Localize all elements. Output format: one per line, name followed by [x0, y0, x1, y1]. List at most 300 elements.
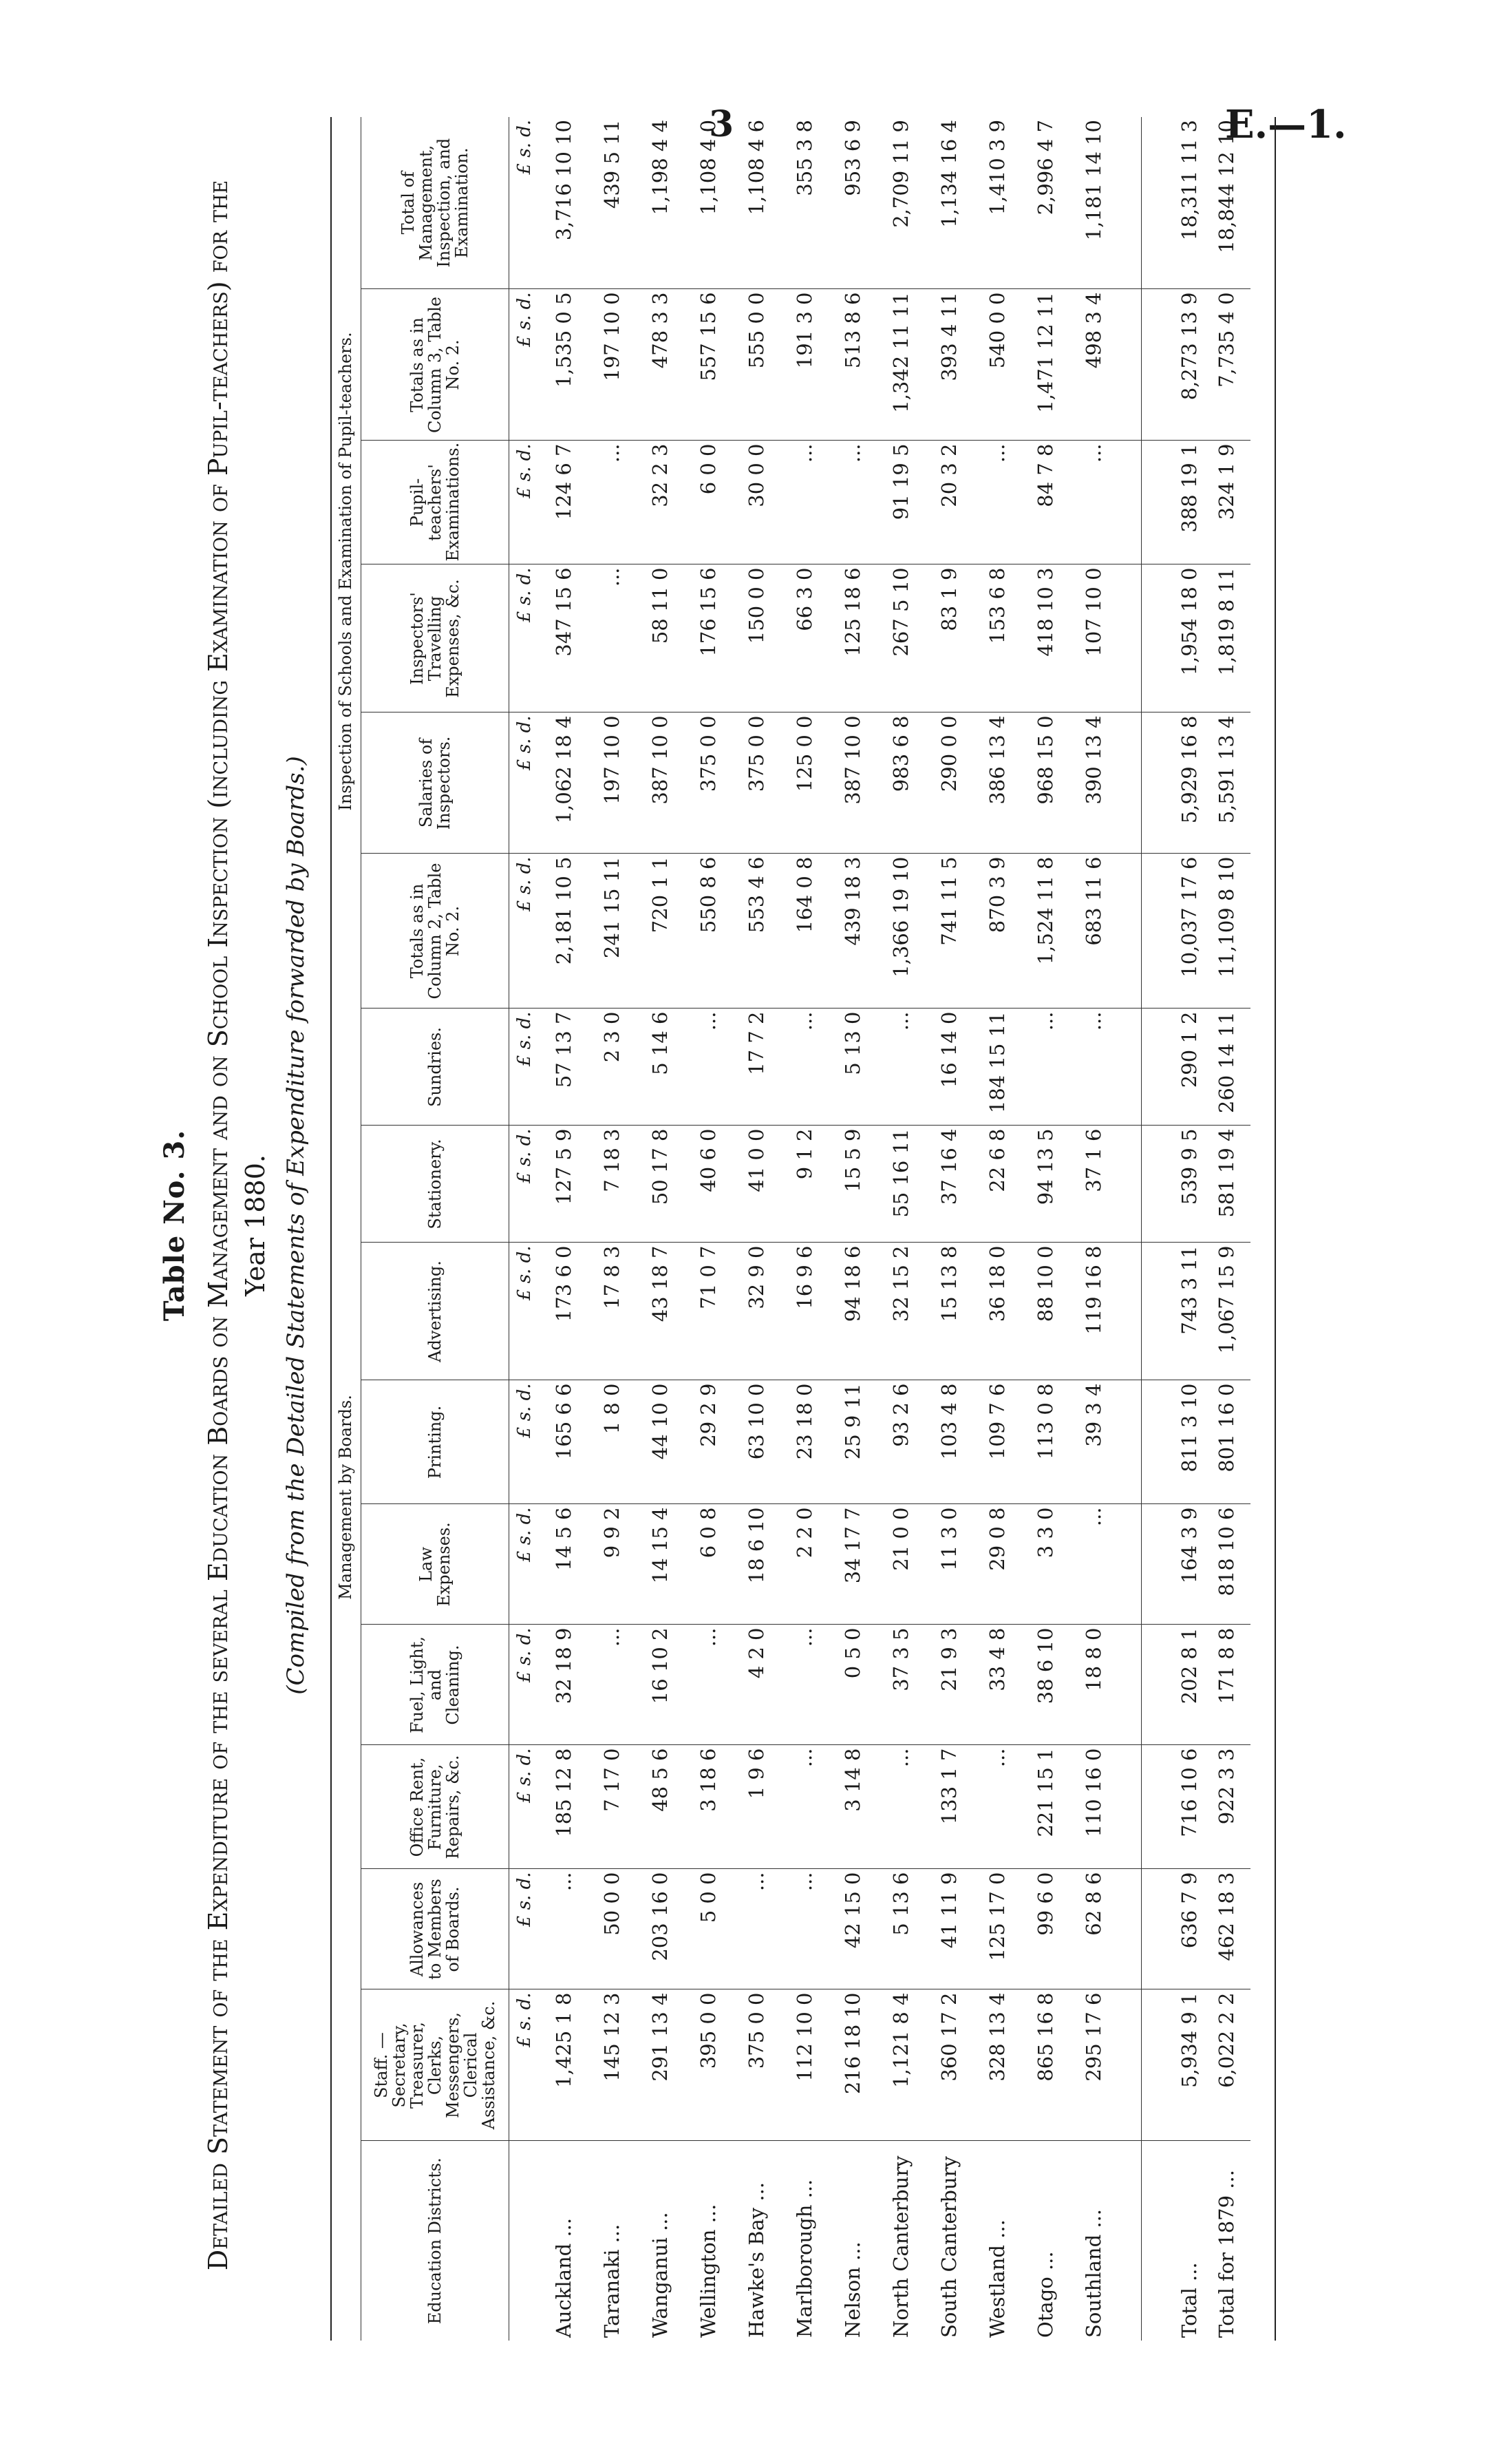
group-management: Management by Boards. — [330, 854, 361, 2141]
spacer-cell — [1118, 1625, 1142, 1745]
value-cell: 811 3 10 — [1142, 1380, 1203, 1504]
group-blank — [330, 2141, 361, 2341]
spacer-cell — [1118, 117, 1142, 289]
value-cell: 2 3 0 — [588, 1009, 636, 1126]
value-cell: 801 16 0 — [1202, 1380, 1250, 1504]
table-row — [1021, 117, 1069, 2341]
value-cell: 328 13 4 — [973, 1989, 1021, 2141]
value-cell: 2,181 10 5 — [540, 854, 588, 1009]
value-cell: 9 9 2 — [588, 1504, 636, 1625]
column-header: Printing. — [361, 1380, 509, 1504]
value-cell: 32 2 3 — [636, 441, 684, 564]
value-cell: 16 9 6 — [780, 1243, 829, 1380]
value-cell: 7 18 3 — [588, 1126, 636, 1243]
value-cell: ... — [1069, 1504, 1118, 1625]
value-cell: 15 13 8 — [925, 1243, 973, 1380]
value-cell: 1,471 12 11 — [1021, 289, 1069, 441]
value-cell: ... — [1069, 1009, 1118, 1126]
value-cell: 107 10 0 — [1069, 564, 1118, 712]
table-row — [636, 117, 684, 2341]
value-cell: 439 18 3 — [829, 854, 877, 1009]
value-cell: 386 13 4 — [973, 712, 1021, 854]
value-cell: 1,067 15 9 — [1202, 1243, 1250, 1380]
column-header: Law Expenses. — [361, 1504, 509, 1625]
value-cell: 11 3 0 — [925, 1504, 973, 1625]
rotated-table-block — [158, 96, 1342, 2354]
value-cell: 2,709 11 9 — [877, 117, 925, 289]
value-cell: 324 1 9 — [1202, 441, 1250, 564]
value-cell: 1,410 3 9 — [973, 117, 1021, 289]
value-cell: 540 0 0 — [973, 289, 1021, 441]
value-cell: 202 8 1 — [1142, 1625, 1203, 1745]
district-cell: Southland ... — [1082, 2208, 1105, 2338]
value-cell: 221 15 1 — [1021, 1745, 1069, 1869]
table-row — [1069, 117, 1118, 2341]
column-header: Stationery. — [361, 1126, 509, 1243]
value-cell: ... — [973, 441, 1021, 564]
value-cell: 29 0 8 — [973, 1504, 1021, 1625]
value-cell: 260 14 11 — [1202, 1009, 1250, 1126]
value-cell: 478 3 3 — [636, 289, 684, 441]
units-cell: £ s. d. — [509, 1126, 540, 1243]
page-reference: E.—1. — [1225, 102, 1347, 147]
value-cell: 216 18 10 — [829, 1989, 877, 2141]
value-cell: 127 5 9 — [540, 1126, 588, 1243]
value-cell: 17 7 2 — [732, 1009, 780, 1126]
district-cell: Westland ... — [986, 2219, 1009, 2338]
value-cell: 1,535 0 5 — [540, 289, 588, 441]
value-cell: 4 2 0 — [732, 1625, 780, 1745]
column-header: Allowances to Members of Boards. — [361, 1869, 509, 1989]
spacer-cell — [1118, 1869, 1142, 1989]
value-cell: 393 4 11 — [925, 289, 973, 441]
value-cell: 50 0 0 — [588, 1869, 636, 1989]
district-cell: Otago ... — [1034, 2251, 1057, 2338]
value-cell: 953 6 9 — [829, 117, 877, 289]
value-cell: 176 15 6 — [684, 564, 732, 712]
value-cell: 390 13 4 — [1069, 712, 1118, 854]
value-cell: 1,134 16 4 — [925, 117, 973, 289]
value-cell: 109 7 6 — [973, 1380, 1021, 1504]
table-row — [877, 117, 925, 2341]
value-cell: 40 6 0 — [684, 1126, 732, 1243]
units-cell: £ s. d. — [509, 1869, 540, 1989]
value-cell: 498 3 4 — [1069, 289, 1118, 441]
value-cell: 870 3 9 — [973, 854, 1021, 1009]
value-cell: 124 6 7 — [540, 441, 588, 564]
district-cell: Taranaki ... — [600, 2224, 624, 2338]
value-cell: 553 4 6 — [732, 854, 780, 1009]
value-cell: 375 0 0 — [732, 1989, 780, 2141]
spacer-cell — [1118, 854, 1142, 1009]
column-header-row — [361, 117, 509, 2341]
column-header: Staff. — Secretary, Treasurer, Clerks, Messengers, Clerical Assistance, &c. — [361, 1989, 509, 2141]
group-header-row — [330, 117, 361, 2341]
value-cell: 55 16 11 — [877, 1126, 925, 1243]
value-cell: 1,425 1 8 — [540, 1989, 588, 2141]
value-cell: ... — [684, 1625, 732, 1745]
value-cell: 555 0 0 — [732, 289, 780, 441]
value-cell: 41 0 0 — [732, 1126, 780, 1243]
value-cell: 6 0 0 — [684, 441, 732, 564]
value-cell: ... — [684, 1009, 732, 1126]
value-cell: 922 3 3 — [1202, 1745, 1250, 1869]
value-cell: 387 10 0 — [829, 712, 877, 854]
table-row — [780, 117, 829, 2341]
table-row — [684, 117, 732, 2341]
value-cell: 683 11 6 — [1069, 854, 1118, 1009]
value-cell: 375 0 0 — [732, 712, 780, 854]
value-cell: 103 4 8 — [925, 1380, 973, 1504]
column-header: Totals as in Column 3, Table No. 2. — [361, 289, 509, 441]
units-cell: £ s. d. — [509, 1380, 540, 1504]
value-cell: 290 0 0 — [925, 712, 973, 854]
value-cell: 41 11 9 — [925, 1869, 973, 1989]
value-cell: 3,716 10 10 — [540, 117, 588, 289]
table-row — [732, 117, 780, 2341]
value-cell: 1 8 0 — [588, 1380, 636, 1504]
units-row — [509, 117, 540, 2341]
value-cell: 94 18 6 — [829, 1243, 877, 1380]
value-cell: 360 17 2 — [925, 1989, 973, 2141]
value-cell: 3 18 6 — [684, 1745, 732, 1869]
units-cell: £ s. d. — [509, 564, 540, 712]
value-cell: 37 16 4 — [925, 1126, 973, 1243]
district-cell: Total ... — [1142, 2141, 1203, 2341]
units-cell: £ s. d. — [509, 1009, 540, 1126]
value-cell: 1,062 18 4 — [540, 712, 588, 854]
value-cell: 5,934 9 1 — [1142, 1989, 1203, 2141]
value-cell: 6 0 8 — [684, 1504, 732, 1625]
value-cell: 21 9 3 — [925, 1625, 973, 1745]
value-cell: 8,273 13 9 — [1142, 289, 1203, 441]
value-cell: 1,181 14 10 — [1069, 117, 1118, 289]
value-cell: 18,844 12 10 — [1202, 117, 1250, 289]
value-cell: 112 10 0 — [780, 1989, 829, 2141]
value-cell: 15 5 9 — [829, 1126, 877, 1243]
value-cell: 716 10 6 — [1142, 1745, 1203, 1869]
value-cell: 91 19 5 — [877, 441, 925, 564]
value-cell: 38 6 10 — [1021, 1625, 1069, 1745]
column-header: Fuel, Light, and Cleaning. — [361, 1625, 509, 1745]
value-cell: 355 3 8 — [780, 117, 829, 289]
value-cell: 5,591 13 4 — [1202, 712, 1250, 854]
column-header: Totals as in Column 2, Table No. 2. — [361, 854, 509, 1009]
value-cell: 171 8 8 — [1202, 1625, 1250, 1745]
value-cell: 2,996 4 7 — [1021, 117, 1069, 289]
column-header: Education Districts. — [361, 2141, 509, 2341]
value-cell: 84 7 8 — [1021, 441, 1069, 564]
column-header: Office Rent, Furniture, Repairs, &c. — [361, 1745, 509, 1869]
district-cell: North Canterbury — [889, 2155, 913, 2338]
district-cell: Wanganui ... — [648, 2212, 672, 2338]
value-cell: 347 15 6 — [540, 564, 588, 712]
value-cell: 5,929 16 8 — [1142, 712, 1203, 854]
group-blank-end — [330, 117, 361, 289]
value-cell: 375 0 0 — [684, 712, 732, 854]
table-row — [1142, 117, 1203, 2341]
value-cell: 42 15 0 — [829, 1869, 877, 1989]
table-title: Table No. 3. — [158, 1129, 191, 1322]
units-cell: £ s. d. — [509, 441, 540, 564]
units-cell: £ s. d. — [509, 1243, 540, 1380]
units-cell: £ s. d. — [509, 1989, 540, 2141]
value-cell: 113 0 8 — [1021, 1380, 1069, 1504]
value-cell: 145 12 3 — [588, 1989, 636, 2141]
value-cell: 1,524 11 8 — [1021, 854, 1069, 1009]
units-cell: £ s. d. — [509, 1745, 540, 1869]
value-cell: 93 2 6 — [877, 1380, 925, 1504]
value-cell: 39 3 4 — [1069, 1380, 1118, 1504]
spacer-cell — [1118, 1745, 1142, 1869]
district-cell: Auckland ... — [552, 2217, 575, 2338]
value-cell: 11,109 8 10 — [1202, 854, 1250, 1009]
value-cell: ... — [588, 564, 636, 712]
value-cell: 32 15 2 — [877, 1243, 925, 1380]
table-heading — [200, 96, 274, 2354]
units-blank — [509, 2141, 540, 2341]
value-cell: 191 3 0 — [780, 289, 829, 441]
value-cell: 23 18 0 — [780, 1380, 829, 1504]
value-cell: 48 5 6 — [636, 1745, 684, 1869]
value-cell: 66 3 0 — [780, 564, 829, 712]
value-cell: 5 13 0 — [829, 1009, 877, 1126]
district-cell: Marlborough ... — [793, 2179, 816, 2338]
value-cell: 150 0 0 — [732, 564, 780, 712]
value-cell: 14 5 6 — [540, 1504, 588, 1625]
expenditure-table — [330, 117, 1250, 2341]
value-cell: ... — [780, 1625, 829, 1745]
group-inspection: Inspection of Schools and Examination of Pupil-teachers. — [330, 289, 361, 854]
value-cell: 125 0 0 — [780, 712, 829, 854]
value-cell: 34 17 7 — [829, 1504, 877, 1625]
value-cell: 133 1 7 — [925, 1745, 973, 1869]
value-cell: ... — [829, 441, 877, 564]
value-cell: 1 9 6 — [732, 1745, 780, 1869]
value-cell: 164 0 8 — [780, 854, 829, 1009]
value-cell: 14 15 4 — [636, 1504, 684, 1625]
value-cell: 968 15 0 — [1021, 712, 1069, 854]
value-cell: 99 6 0 — [1021, 1869, 1069, 1989]
value-cell: ... — [588, 1625, 636, 1745]
value-cell: 1,819 8 11 — [1202, 564, 1250, 712]
value-cell: 153 6 8 — [973, 564, 1021, 712]
value-cell: 37 1 6 — [1069, 1126, 1118, 1243]
value-cell: ... — [877, 1009, 925, 1126]
value-cell: 29 2 9 — [684, 1380, 732, 1504]
value-cell: 71 0 7 — [684, 1243, 732, 1380]
value-cell: 36 18 0 — [973, 1243, 1021, 1380]
value-cell: 83 1 9 — [925, 564, 973, 712]
spacer-cell — [1118, 1504, 1142, 1625]
value-cell: 395 0 0 — [684, 1989, 732, 2141]
table-subheading: (Compiled from the Detailed Statements of Expenditure forwarded by Boards.) — [282, 756, 310, 1695]
value-cell: 3 3 0 — [1021, 1504, 1069, 1625]
value-cell: 43 18 7 — [636, 1243, 684, 1380]
units-cell: £ s. d. — [509, 854, 540, 1009]
value-cell: 16 14 0 — [925, 1009, 973, 1126]
value-cell: 550 8 6 — [684, 854, 732, 1009]
value-cell: ... — [732, 1869, 780, 1989]
value-cell: 0 5 0 — [829, 1625, 877, 1745]
value-cell: 125 18 6 — [829, 564, 877, 712]
value-cell: ... — [780, 441, 829, 564]
value-cell: 1,108 4 0 — [684, 117, 732, 289]
value-cell: 983 6 8 — [877, 712, 925, 854]
value-cell: 18 8 0 — [1069, 1625, 1118, 1745]
value-cell: 184 15 11 — [973, 1009, 1021, 1126]
value-cell: 388 19 1 — [1142, 441, 1203, 564]
value-cell: 462 18 3 — [1202, 1869, 1250, 1989]
value-cell: 3 14 8 — [829, 1745, 877, 1869]
spacer-row — [1118, 117, 1142, 2341]
value-cell: 33 4 8 — [973, 1625, 1021, 1745]
spacer-cell — [1118, 712, 1142, 854]
value-cell: 119 16 8 — [1069, 1243, 1118, 1380]
value-cell: 17 8 3 — [588, 1243, 636, 1380]
value-cell: ... — [780, 1745, 829, 1869]
value-cell: 7,735 4 0 — [1202, 289, 1250, 441]
value-cell: 1,954 18 0 — [1142, 564, 1203, 712]
value-cell: 1,342 11 11 — [877, 289, 925, 441]
units-cell: £ s. d. — [509, 1625, 540, 1745]
table-row — [973, 117, 1021, 2341]
value-cell: 1,121 8 4 — [877, 1989, 925, 2141]
units-cell: £ s. d. — [509, 712, 540, 854]
value-cell: 290 1 2 — [1142, 1009, 1203, 1126]
value-cell: 62 8 6 — [1069, 1869, 1118, 1989]
spacer-cell — [1118, 1243, 1142, 1380]
value-cell: 9 1 2 — [780, 1126, 829, 1243]
value-cell: 636 7 9 — [1142, 1869, 1203, 1989]
value-cell: 18 6 10 — [732, 1504, 780, 1625]
spacer-cell — [1118, 1126, 1142, 1243]
value-cell: 291 13 4 — [636, 1989, 684, 2141]
value-cell: 418 10 3 — [1021, 564, 1069, 712]
value-cell: 295 17 6 — [1069, 1989, 1118, 2141]
value-cell: 94 13 5 — [1021, 1126, 1069, 1243]
value-cell: 5 14 6 — [636, 1009, 684, 1126]
value-cell: 21 0 0 — [877, 1504, 925, 1625]
value-cell: 741 11 5 — [925, 854, 973, 1009]
value-cell: 197 10 0 — [588, 712, 636, 854]
spacer-cell — [1118, 564, 1142, 712]
value-cell: 173 6 0 — [540, 1243, 588, 1380]
table-row — [925, 117, 973, 2341]
column-header: Advertising. — [361, 1243, 509, 1380]
page-number: 3 — [709, 103, 734, 145]
value-cell: 185 12 8 — [540, 1745, 588, 1869]
column-header: Pupil-teachers' Examinations. — [361, 441, 509, 564]
value-cell: 58 11 0 — [636, 564, 684, 712]
value-cell: ... — [973, 1745, 1021, 1869]
value-cell: 1,198 4 4 — [636, 117, 684, 289]
column-header: Sundries. — [361, 1009, 509, 1126]
value-cell: 865 16 8 — [1021, 1989, 1069, 2141]
value-cell: 2 2 0 — [780, 1504, 829, 1625]
value-cell: 63 10 0 — [732, 1380, 780, 1504]
district-cell: Hawke's Bay ... — [745, 2182, 768, 2338]
table-row — [829, 117, 877, 2341]
table-heading-line-1: Detailed Statement of the Expenditure of the several Education Boards on Management and on School Inspection (including Examination of Pupil-teachers) for the — [203, 180, 233, 2271]
value-cell: 7 17 0 — [588, 1745, 636, 1869]
spacer-cell — [1118, 2141, 1142, 2341]
table-row — [540, 117, 588, 2341]
value-cell: 30 0 0 — [732, 441, 780, 564]
column-header: Inspectors' Travelling Expenses, &c. — [361, 564, 509, 712]
column-header: Salaries of Inspectors. — [361, 712, 509, 854]
value-cell: ... — [588, 441, 636, 564]
value-cell: 110 16 0 — [1069, 1745, 1118, 1869]
value-cell: 5 0 0 — [684, 1869, 732, 1989]
value-cell: 25 9 11 — [829, 1380, 877, 1504]
value-cell: ... — [1069, 441, 1118, 564]
value-cell: 37 3 5 — [877, 1625, 925, 1745]
district-cell: Wellington ... — [696, 2204, 720, 2338]
value-cell: ... — [540, 1869, 588, 1989]
value-cell: 743 3 11 — [1142, 1243, 1203, 1380]
value-cell: 125 17 0 — [973, 1869, 1021, 1989]
value-cell: 50 17 8 — [636, 1126, 684, 1243]
value-cell: 44 10 0 — [636, 1380, 684, 1504]
value-cell: 164 3 9 — [1142, 1504, 1203, 1625]
value-cell: 32 18 9 — [540, 1625, 588, 1745]
value-cell: 20 3 2 — [925, 441, 973, 564]
value-cell: 22 6 8 — [973, 1126, 1021, 1243]
value-cell: 241 15 11 — [588, 854, 636, 1009]
value-cell: 88 10 0 — [1021, 1243, 1069, 1380]
spacer-cell — [1118, 1989, 1142, 2141]
district-cell: South Canterbury — [937, 2156, 961, 2338]
table-row — [588, 117, 636, 2341]
spacer-cell — [1118, 1009, 1142, 1126]
value-cell: 6,022 2 2 — [1202, 1989, 1250, 2141]
value-cell: 539 9 5 — [1142, 1126, 1203, 1243]
value-cell: 818 10 6 — [1202, 1504, 1250, 1625]
value-cell: ... — [780, 1009, 829, 1126]
value-cell: 165 6 6 — [540, 1380, 588, 1504]
spacer-cell — [1118, 441, 1142, 564]
district-cell: Total for 1879 ... — [1215, 2170, 1238, 2338]
value-cell: ... — [877, 1745, 925, 1869]
value-cell: 16 10 2 — [636, 1625, 684, 1745]
value-cell: 720 1 1 — [636, 854, 684, 1009]
value-cell: 18,311 11 3 — [1142, 117, 1203, 289]
value-cell: 203 16 0 — [636, 1869, 684, 1989]
value-cell: 387 10 0 — [636, 712, 684, 854]
column-header: Total of Management, Inspection, and Examination. — [361, 117, 509, 289]
value-cell: ... — [1021, 1009, 1069, 1126]
value-cell: 10,037 17 6 — [1142, 854, 1203, 1009]
value-cell: 197 10 0 — [588, 289, 636, 441]
spacer-cell — [1118, 289, 1142, 441]
value-cell: 1,366 19 10 — [877, 854, 925, 1009]
value-cell: 557 15 6 — [684, 289, 732, 441]
district-cell: Nelson ... — [841, 2241, 864, 2338]
table-row — [1202, 117, 1250, 2341]
units-cell: £ s. d. — [509, 289, 540, 441]
units-cell: £ s. d. — [509, 117, 540, 289]
value-cell: ... — [780, 1869, 829, 1989]
spacer-cell — [1118, 1380, 1142, 1504]
units-cell: £ s. d. — [509, 1504, 540, 1625]
value-cell: 57 13 7 — [540, 1009, 588, 1126]
value-cell: 513 8 6 — [829, 289, 877, 441]
value-cell: 439 5 11 — [588, 117, 636, 289]
value-cell: 5 13 6 — [877, 1869, 925, 1989]
value-cell: 581 19 4 — [1202, 1126, 1250, 1243]
value-cell: 1,108 4 6 — [732, 117, 780, 289]
